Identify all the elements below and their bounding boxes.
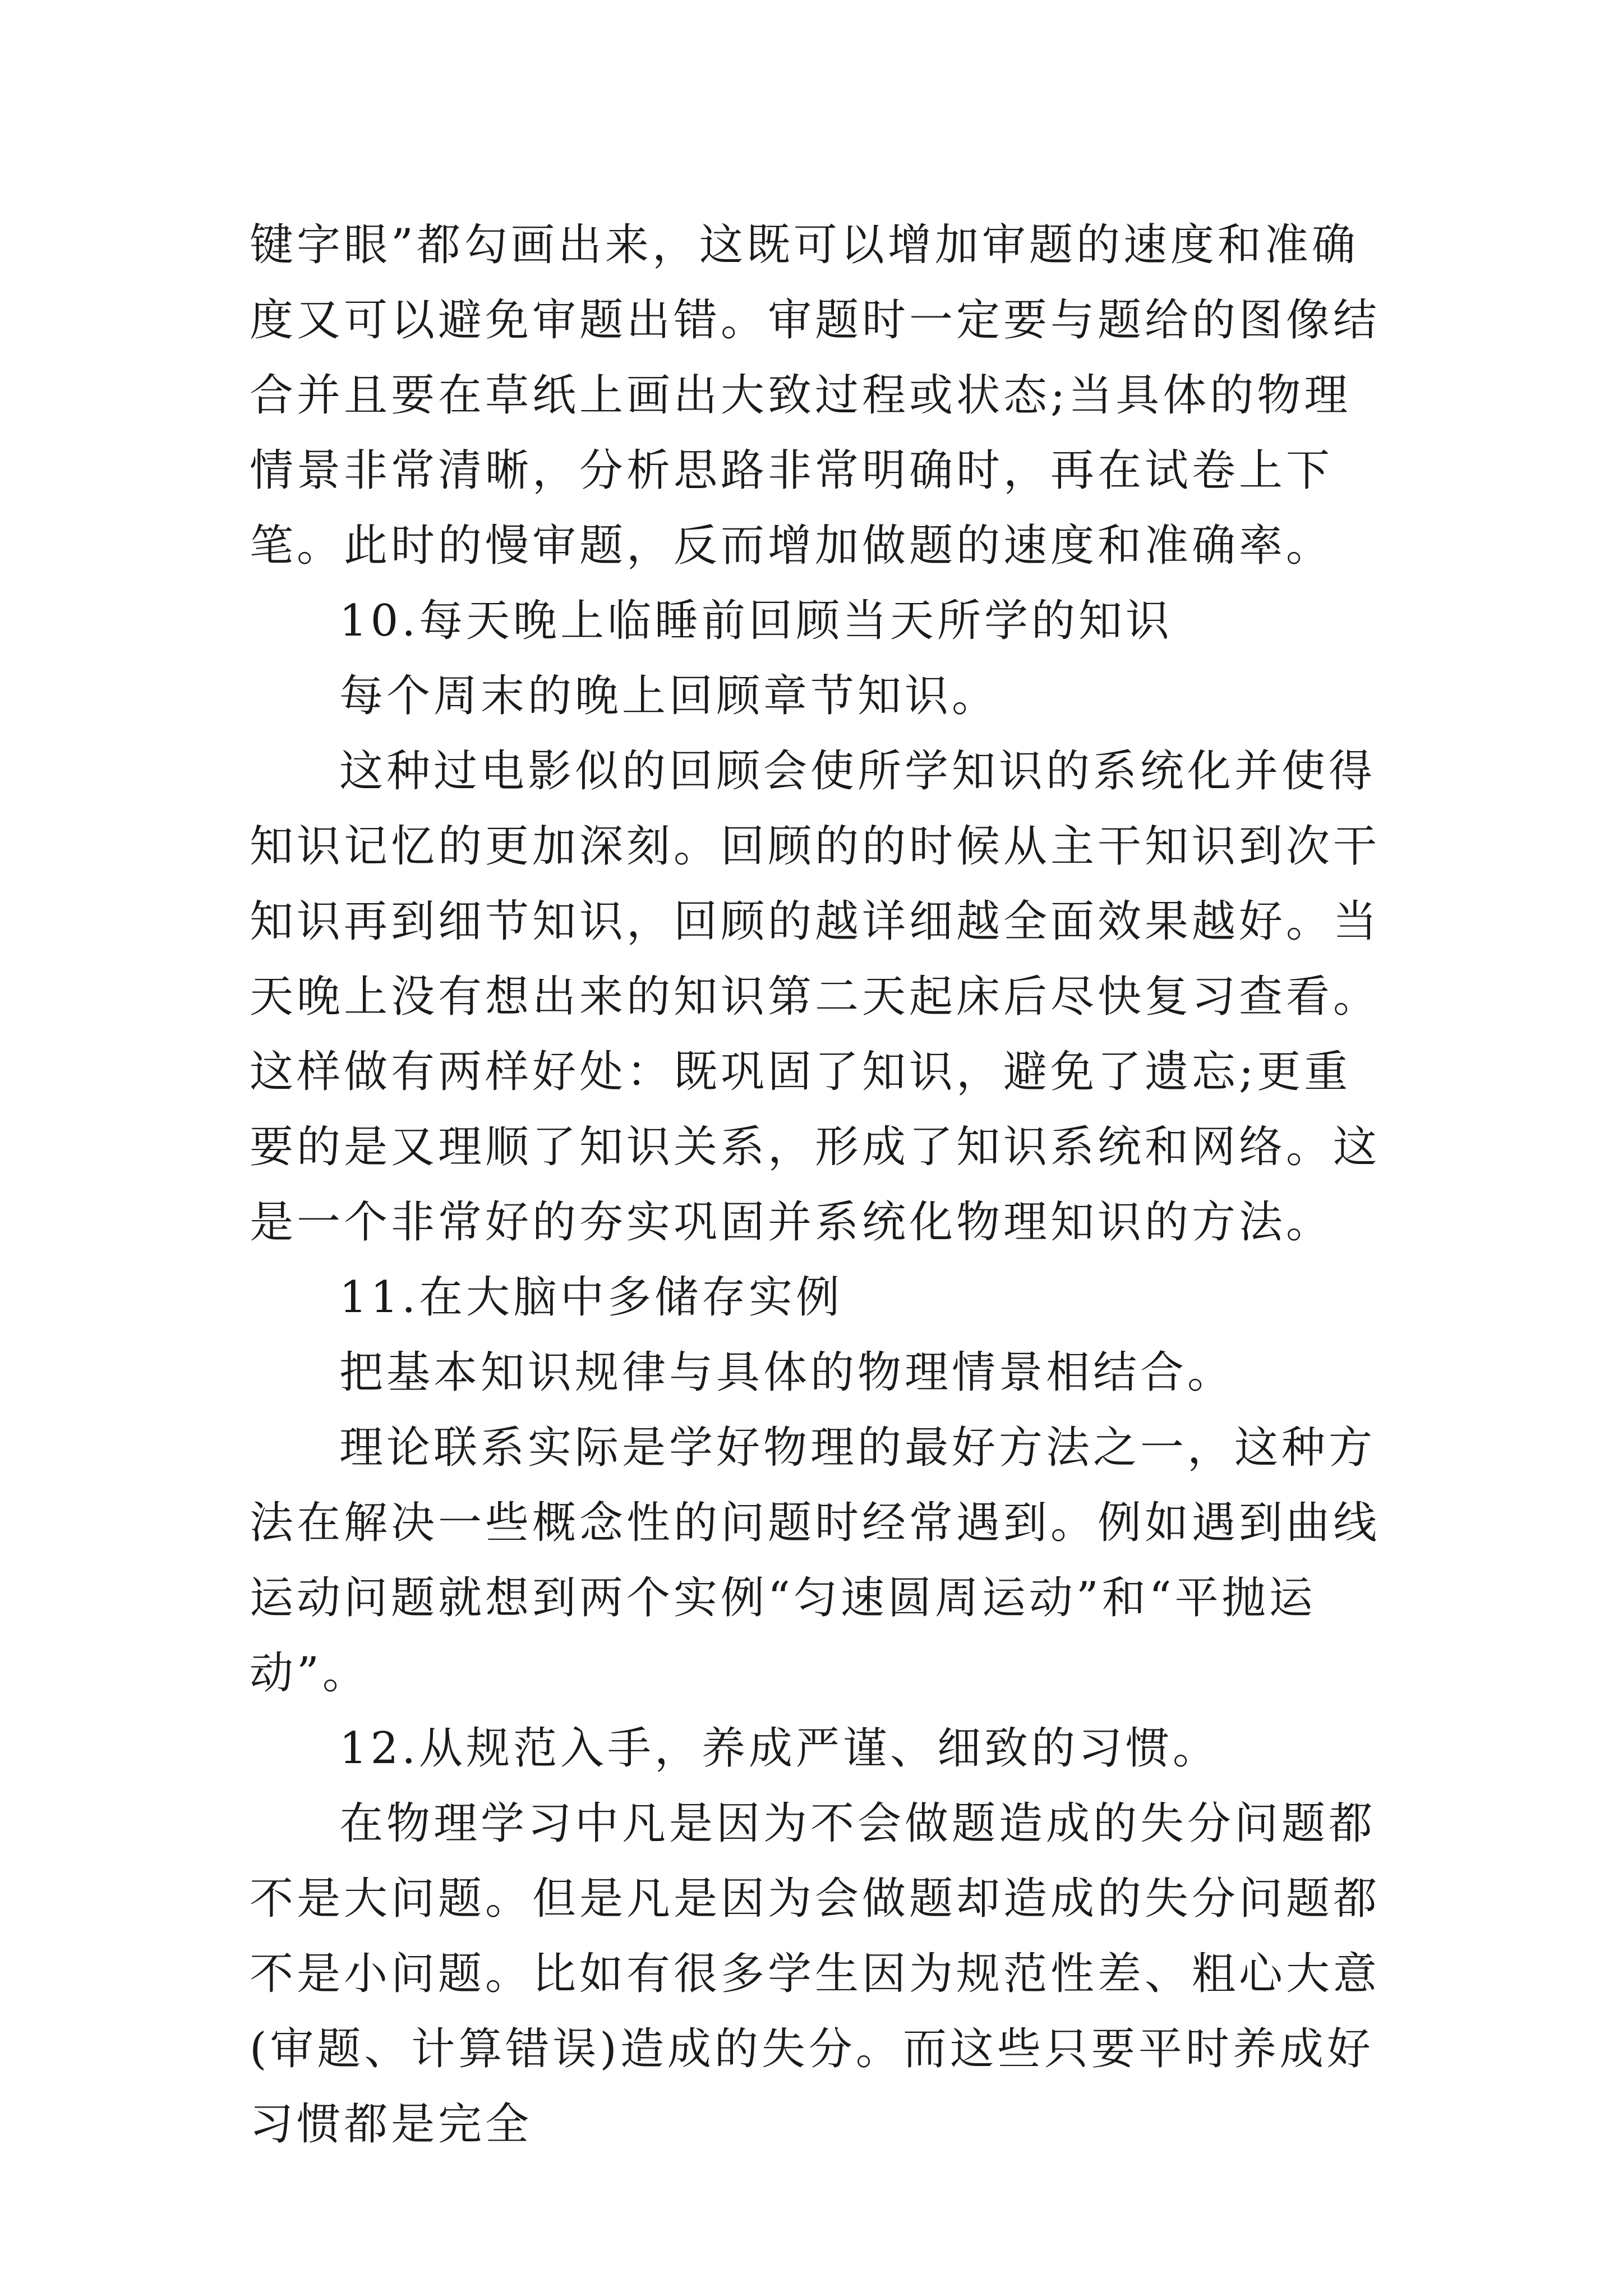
document-body	[250, 208, 1388, 2162]
paragraph-review-benefits: 这种过电影似的回顾会使所学知识的系统化并使得知识记忆的更加深刻。回顾的的时候从主干知识到次干知识再到细节知识，回顾的越详细越全面效果越好。当天晚上没有想出来的知识第二天起床后尽快复习查看。这样做有两样好处：既巩固了知识，避免了遗忘;更重要的是又理顺了知识关系，形成了知识系统和网络。这是一个非常好的夯实巩固并系统化物理知识的方法。	[250, 746, 1381, 1248]
heading-item-10: 10.每天晚上临睡前回顾当天所学的知识	[339, 596, 1173, 646]
heading-item-11: 11.在大脑中多储存实例	[339, 1272, 843, 1323]
paragraph-rigorous-habits: 在物理学习中凡是因为不会做题造成的失分问题都不是大问题。但是凡是因为会做题却造成的失分问题都不是小问题。比如有很多学生因为规范性差、粗心大意(审题、计算错误)造成的失分。而这些只要平时养成好习惯都是完全	[250, 1798, 1381, 2150]
paragraph-continuation: 键字眼”都勾画出来，这既可以增加审题的速度和准确度又可以避免审题出错。审题时一定要与题给的图像结合并且要在草纸上画出大致过程或状态;当具体的物理情景非常清晰，分析思路非常明确时，再在试卷上下笔。此时的慢审题，反而增加做题的速度和准确率。	[250, 220, 1381, 571]
heading-item-12: 12.从规范入手，养成严谨、细致的习惯。	[339, 1723, 1220, 1774]
paragraph-weekend-review: 每个周末的晚上回顾章节知识。	[339, 671, 999, 721]
paragraph-combine-knowledge: 把基本知识规律与具体的物理情景相结合。	[339, 1347, 1235, 1398]
paragraph-theory-practice: 理论联系实际是学好物理的最好方法之一，这种方法在解决一些概念性的问题时经常遇到。例如遇到曲线运动问题就想到两个实例“匀速圆周运动”和“平抛运动”。	[250, 1423, 1381, 1699]
